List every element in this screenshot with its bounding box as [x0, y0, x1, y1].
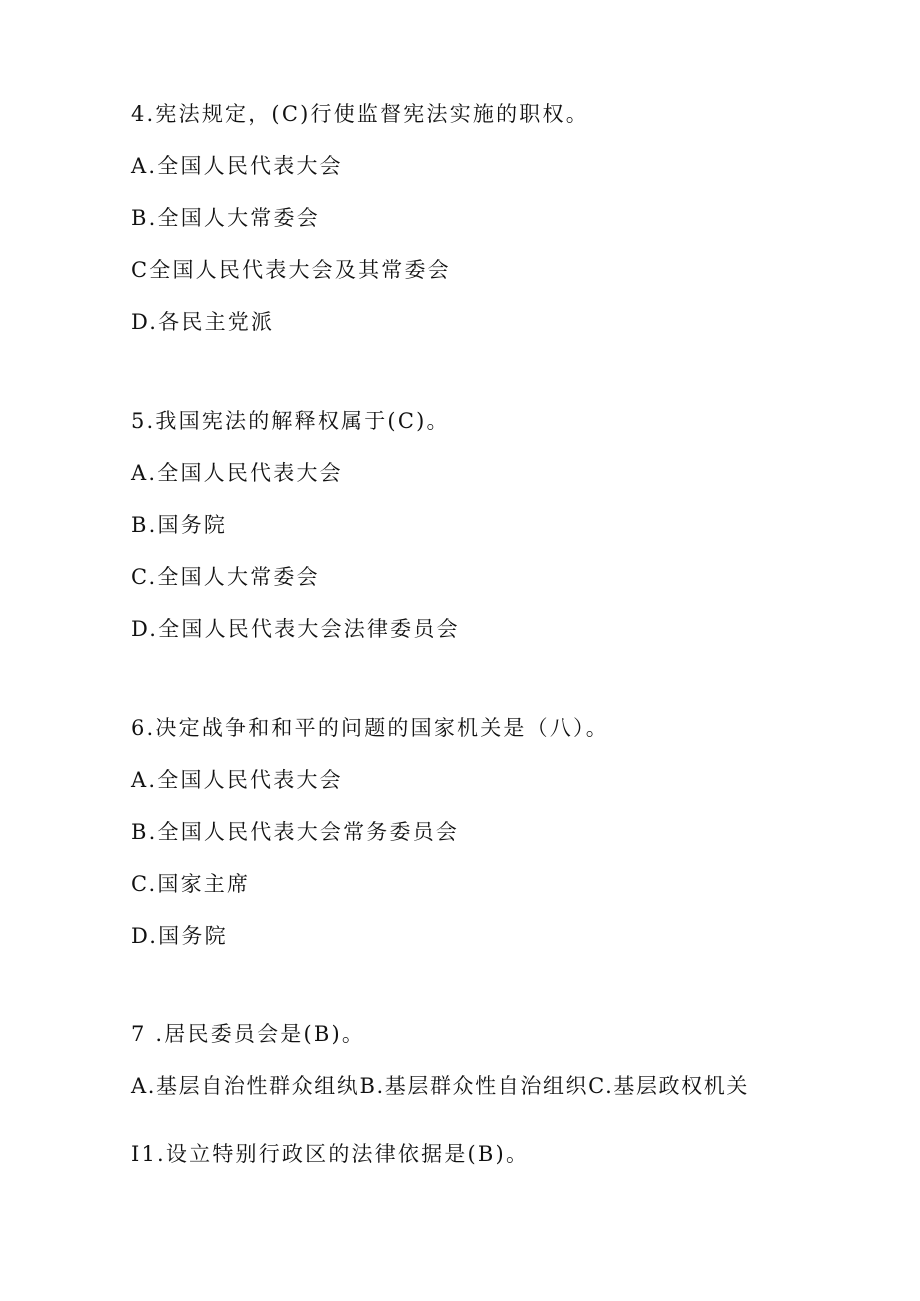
question-5-option-b: B.国务院	[131, 513, 228, 537]
question-4-option-a: A.全国人民代表大会	[131, 154, 343, 178]
question-7-stem: 7 .居民委员会是(B)。	[131, 1022, 366, 1046]
question-4-option-c: C全国人民代表大会及其常委会	[131, 258, 451, 282]
question-6-option-a: A.全国人民代表大会	[131, 768, 343, 792]
question-5-stem: 5.我国宪法的解释权属于(C)。	[131, 409, 450, 433]
question-6-option-d: D.国务院	[131, 924, 228, 948]
question-11-stem: I1.设立特别行政区的法律依据是(B)。	[131, 1142, 530, 1166]
question-4-stem: 4.宪法规定，(C)行使监督宪法实施的职权。	[131, 102, 589, 126]
question-5-option-d: D.全国人民代表大会法律委员会	[131, 617, 460, 641]
question-4-option-b: B.全国人大常委会	[131, 206, 320, 230]
question-6-option-b: B.全国人民代表大会常务委员会	[131, 820, 460, 844]
question-6-option-c: C.国家主席	[131, 872, 251, 896]
question-5-option-c: C.全国人大常委会	[131, 565, 320, 589]
question-7-options-inline: A.基层自治性群众组纨B.基层群众性自治组织C.基层政权机关	[131, 1074, 749, 1098]
question-5-option-a: A.全国人民代表大会	[131, 461, 343, 485]
question-4-option-d: D.各民主党派	[131, 310, 275, 334]
question-6-stem: 6.决定战争和和平的问题的国家机关是（八）。	[131, 716, 609, 740]
